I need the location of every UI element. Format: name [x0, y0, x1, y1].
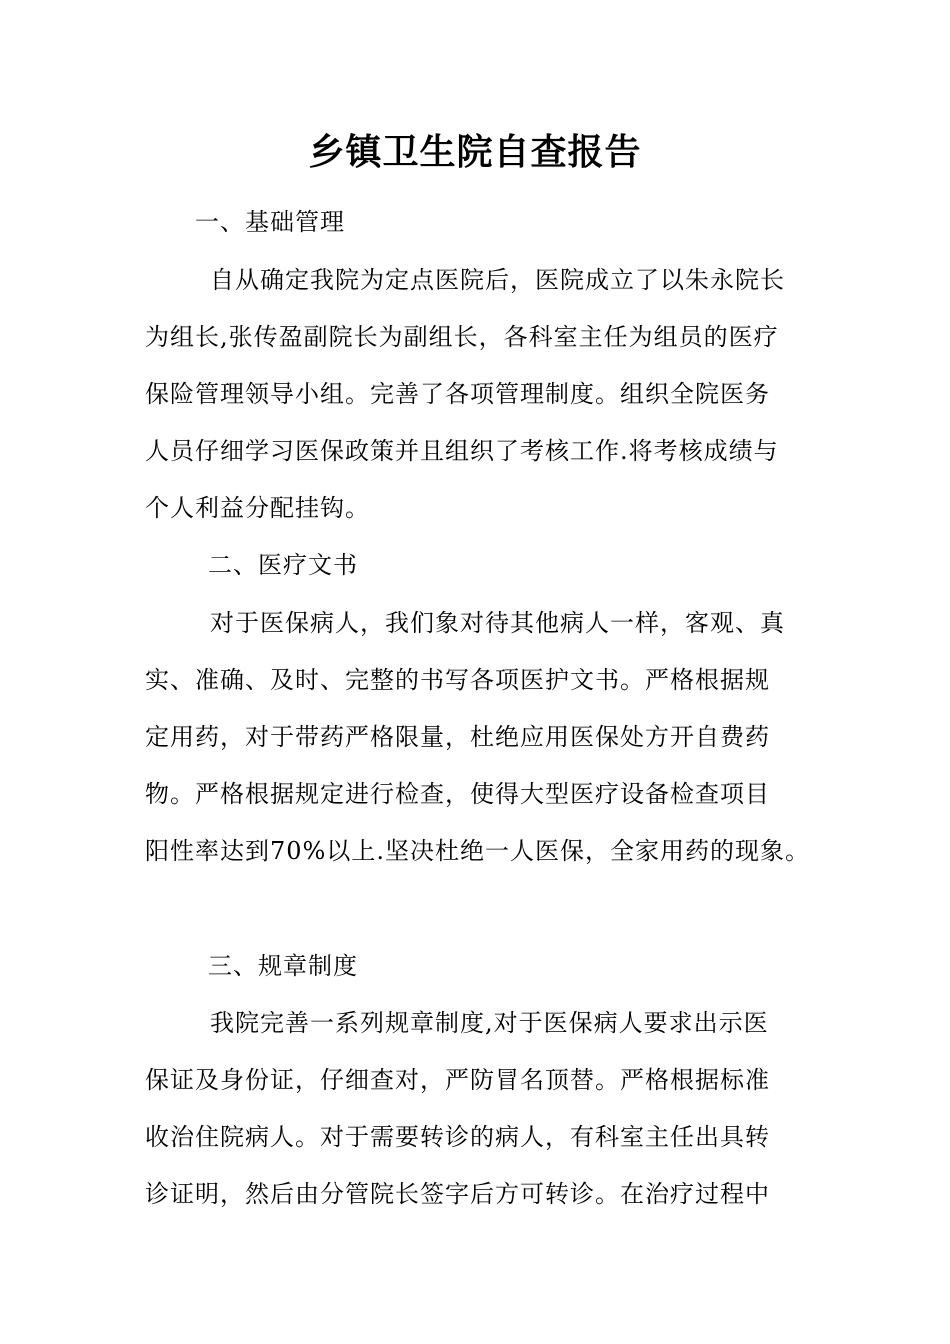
- paragraph-line: 收治住院病人。对于需要转诊的病人，有科室主任出具转: [145, 1123, 770, 1151]
- paragraph-line: 物。严格根据规定进行检查，使得大型医疗设备检查项目: [145, 780, 770, 808]
- section-heading-1: 一、基础管理: [195, 208, 345, 236]
- section-heading-2: 二、医疗文书: [208, 551, 358, 579]
- section-heading-3: 三、规章制度: [208, 952, 358, 980]
- paragraph-line: 阳性率达到70%以上.坚决杜绝一人医保，全家用药的现象。: [145, 837, 810, 865]
- paragraph-line: 自从确定我院为定点医院后，医院成立了以朱永院长: [210, 266, 785, 294]
- paragraph-line: 我院完善一系列规章制度,对于医保病人要求出示医: [210, 1009, 769, 1037]
- paragraph-line: 定用药，对于带药严格限量，杜绝应用医保处方开自费药: [145, 723, 770, 751]
- paragraph-line: 为组长,张传盈副院长为副组长，各科室主任为组员的医疗: [145, 323, 779, 351]
- paragraph-line: 实、准确、及时、完整的书写各项医护文书。严格根据规: [145, 666, 770, 694]
- paragraph-line: 个人利益分配挂钩。: [145, 494, 370, 522]
- paragraph-line: 保证及身份证，仔细查对，严防冒名顶替。严格根据标准: [145, 1066, 770, 1094]
- paragraph-line: 人员仔细学习医保政策并且组织了考核工作.将考核成绩与: [145, 437, 779, 465]
- paragraph-line: 对于医保病人，我们象对待其他病人一样，客观、真: [210, 609, 785, 637]
- paragraph-line: 诊证明，然后由分管院长签字后方可转诊。在治疗过程中: [145, 1180, 770, 1208]
- paragraph-line: 保险管理领导小组。完善了各项管理制度。组织全院医务: [145, 380, 770, 408]
- document-title: 乡镇卫生院自查报告: [308, 131, 642, 173]
